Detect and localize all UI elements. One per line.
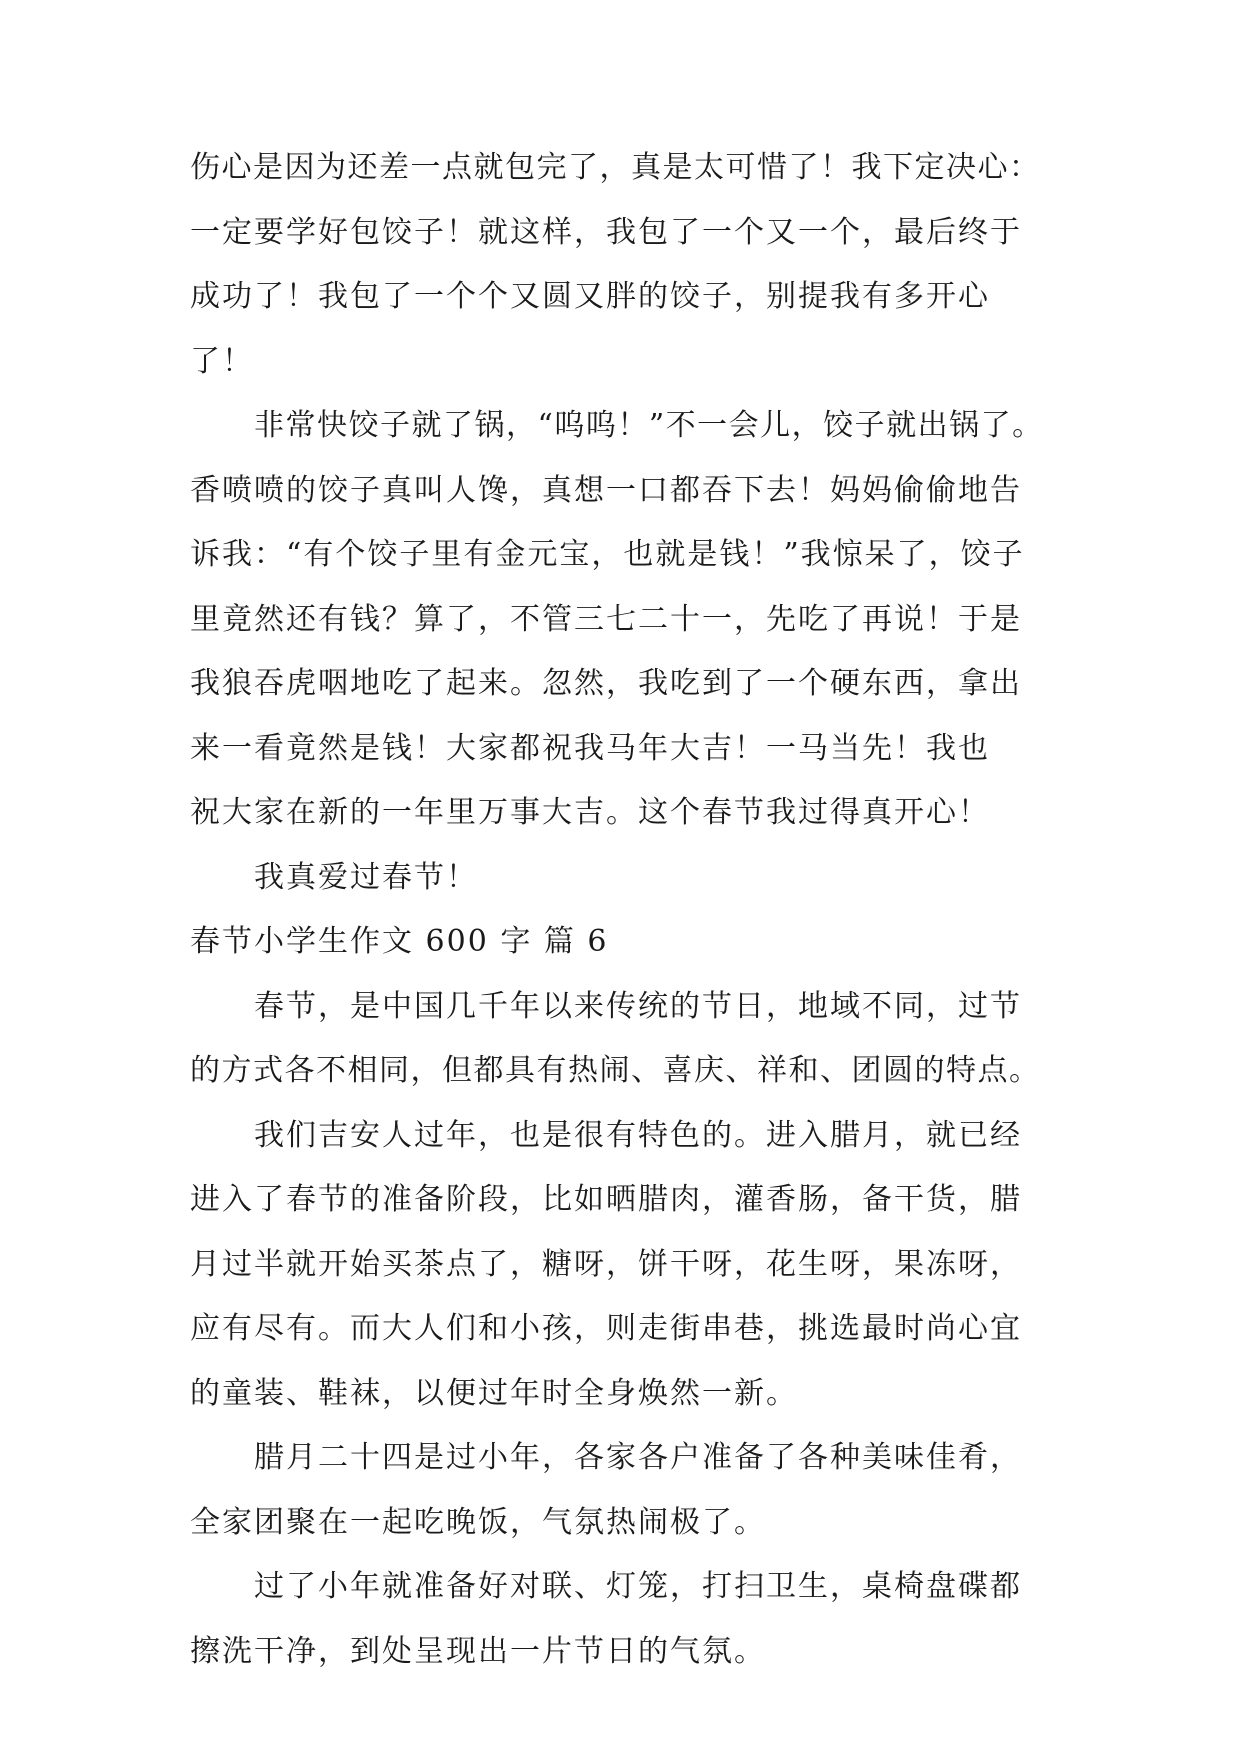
- text-line: 里竟然还有钱？算了，不管三七二十一，先吃了再说！于是: [190, 601, 1022, 637]
- text-line: 春节，是中国几千年以来传统的节日，地域不同，过节: [254, 988, 1022, 1024]
- text-line: 我狼吞虎咽地吃了起来。忽然，我吃到了一个硬东西，拿出: [190, 666, 1022, 701]
- text-line: 我们吉安人过年，也是很有特色的。进入腊月，就已经: [254, 1117, 1022, 1153]
- text-line: 我真爱过春节！: [254, 859, 478, 895]
- text-line: 伤心是因为还差一点就包完了，真是太可惜了！我下定决心：: [190, 150, 1041, 185]
- text-line: 擦洗干净，到处呈现出一片节日的气氛。: [190, 1633, 766, 1669]
- text-line: 成功了！我包了一个个又圆又胖的饺子，别提我有多开心: [190, 279, 990, 314]
- text-line: 祝大家在新的一年里万事大吉。这个春节我过得真开心！: [190, 795, 990, 830]
- text-line: 的方式各不相同，但都具有热闹、喜庆、祥和、团圆的特点。: [190, 1053, 1041, 1088]
- text-line: 香喷喷的饺子真叫人馋，真想一口都吞下去！妈妈偷偷地告: [190, 472, 1022, 508]
- text-line: 过了小年就准备好对联、灯笼，打扫卫生，桌椅盘碟都: [254, 1569, 1022, 1604]
- text-line: 进入了春节的准备阶段，比如晒腊肉，灌香肠，备干货，腊: [190, 1182, 1022, 1217]
- text-line: 非常快饺子就了锅，“呜呜！”不一会儿，饺子就出锅了。: [254, 408, 1044, 443]
- text-line: 的童装、鞋袜，以便过年时全身焕然一新。: [190, 1375, 798, 1411]
- text-line: 腊月二十四是过小年，各家各户准备了各种美味佳肴，: [254, 1440, 1022, 1475]
- text-line: 了！: [190, 343, 254, 379]
- document-body: [190, 136, 1050, 1684]
- section-heading: 春节小学生作文 600 字 篇 6: [190, 924, 609, 959]
- text-line: 一定要学好包饺子！就这样，我包了一个又一个，最后终于: [190, 214, 1022, 250]
- text-line: 诉我：“有个饺子里有金元宝，也就是钱！”我惊呆了，饺子: [190, 537, 1025, 572]
- text-line: 来一看竟然是钱！大家都祝我马年大吉！一马当先！我也: [190, 730, 990, 766]
- text-line: 月过半就开始买茶点了，糖呀，饼干呀，花生呀，果冻呀，: [190, 1246, 1022, 1282]
- text-line: 全家团聚在一起吃晚饭，气氛热闹极了。: [190, 1504, 766, 1540]
- text-line: 应有尽有。而大人们和小孩，则走街串巷，挑选最时尚心宜: [190, 1311, 1022, 1346]
